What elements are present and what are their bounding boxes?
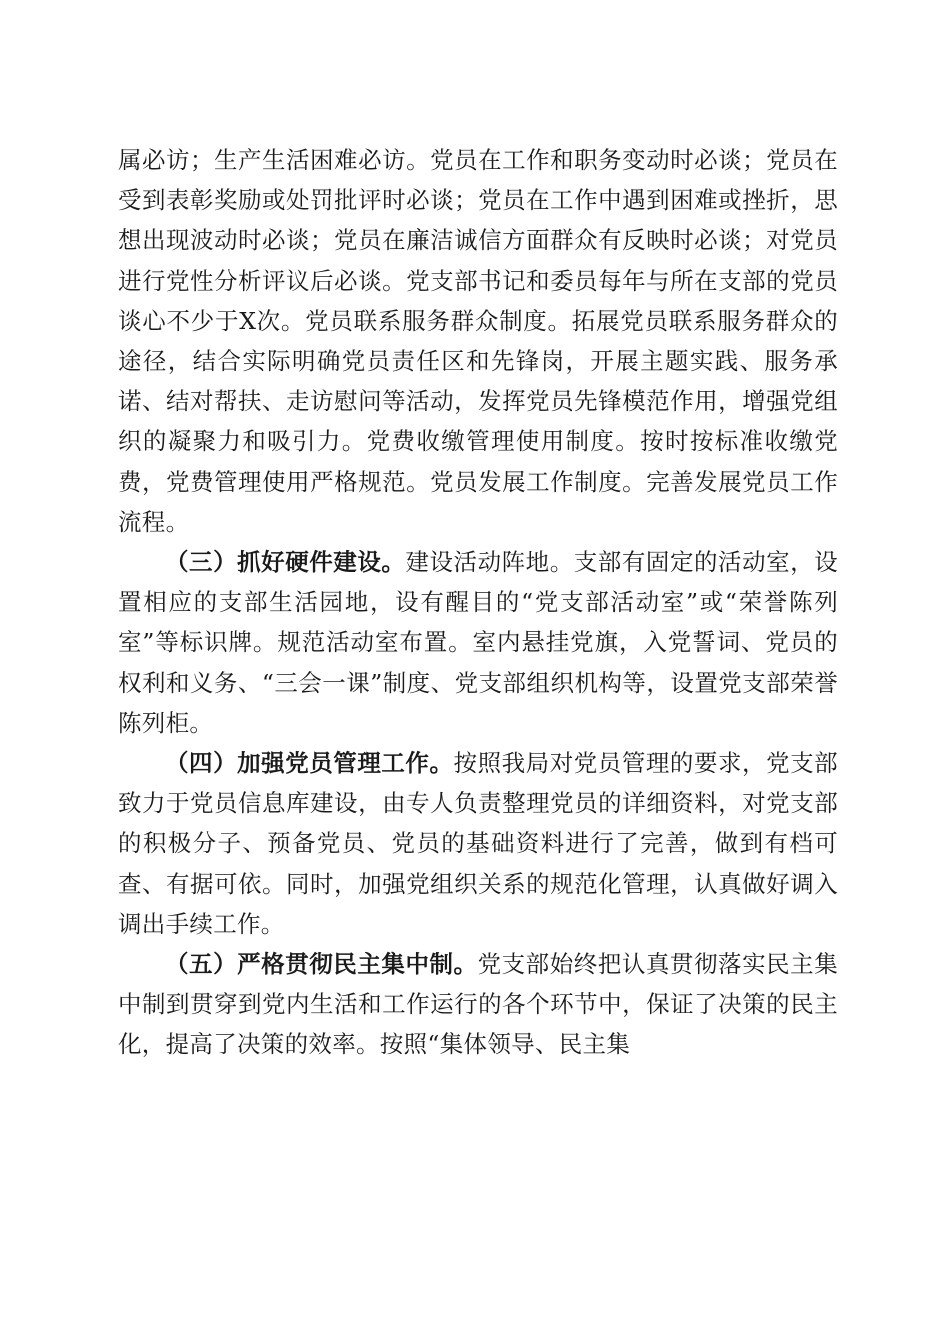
section-heading: （五）严格贯彻民主集中制。: [165, 950, 478, 979]
paragraph-text: 党支部始终把认真贯彻落实民主集中制到贯穿到党内生活和工作运行的各个环节中，保证了决策的民主化，提高了决策的效率。按照“集体领导、民主集: [118, 950, 838, 1059]
paragraph-section-3: [118, 542, 838, 743]
paragraph-section-4: [118, 743, 838, 944]
paragraph-text: 按照我局对党员管理的要求，党支部致力于党员信息库建设，由专人负责整理党员的详细资料，对党支部的积极分子、预备党员、党员的基础资料进行了完善，做到有档可查、有据可依。同时，加强党组织关系的规范化管理，认真做好调入调出手续工作。: [118, 749, 838, 938]
document-body: [118, 140, 838, 1065]
section-heading: （四）加强党员管理工作。: [165, 749, 454, 778]
paragraph-continuation: [118, 140, 838, 542]
section-heading: （三）抓好硬件建设。: [165, 548, 406, 577]
paragraph-section-5: [118, 944, 838, 1065]
paragraph-text: 属必访；生产生活困难必访。党员在工作和职务变动时必谈；党员在受到表彰奖励或处罚批评时必谈；党员在工作中遇到困难或挫折，思想出现波动时必谈；党员在廉洁诚信方面群众有反映时必谈；对党员进行党性分析评议后必谈。党支部书记和委员每年与所在支部的党员谈心不少于X次。党员联系服务群众制度。拓展党员联系服务群众的途径，结合实际明确党员责任区和先锋岗，开展主题实践、服务承诺、结对帮扶、走访慰问等活动，发挥党员先锋模范作用，增强党组织的凝聚力和吸引力。党费收缴管理使用制度。按时按标准收缴党费，党费管理使用严格规范。党员发展工作制度。完善发展党员工作流程。: [118, 146, 838, 536]
paragraph-text: 建设活动阵地。支部有固定的活动室，设置相应的支部生活园地，设有醒目的“党支部活动室”或“荣誉陈列室”等标识牌。规范活动室布置。室内悬挂党旗，入党誓词、党员的权利和义务、“三会一课”制度、党支部组织机构等，设置党支部荣誉陈列柜。: [118, 548, 839, 737]
